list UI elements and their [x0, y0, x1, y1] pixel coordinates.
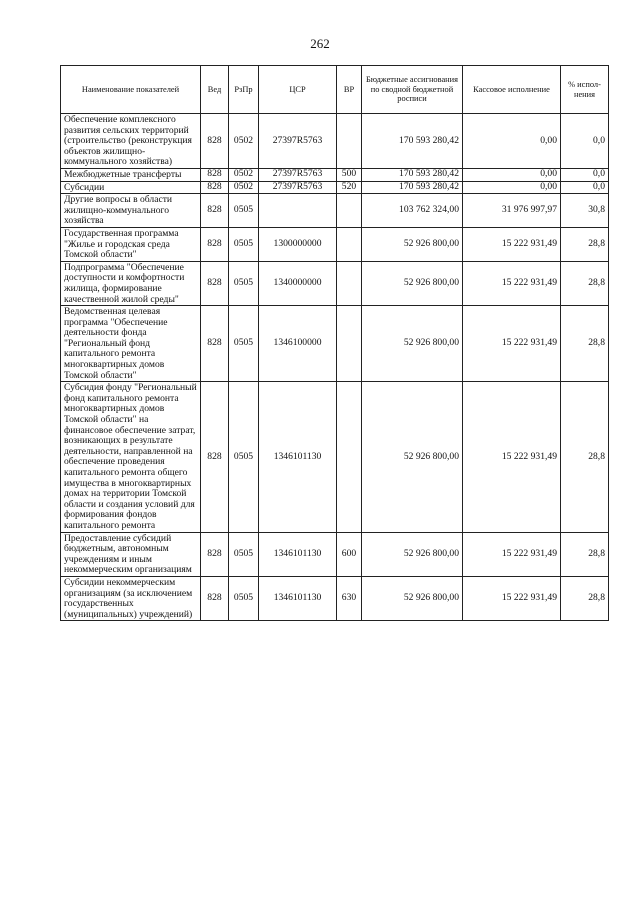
row-cash-execution: 31 976 997,97: [463, 194, 561, 228]
row-rzpr: 0502: [229, 114, 259, 169]
row-rzpr: 0502: [229, 181, 259, 194]
table-row: [61, 181, 609, 194]
row-vr: 500: [337, 168, 362, 181]
row-rzpr: 0505: [229, 532, 259, 576]
header-percent: % испол-нения: [561, 66, 609, 114]
table-row: [61, 114, 609, 169]
row-name: Государственная программа "Жилье и городская среда Томской области": [61, 227, 201, 261]
row-name: Субсидии: [61, 181, 201, 194]
row-vr: [337, 261, 362, 305]
row-percent: 0,0: [561, 168, 609, 181]
row-rzpr: 0505: [229, 576, 259, 620]
row-vr: [337, 227, 362, 261]
row-assignments: 52 926 800,00: [362, 261, 463, 305]
row-csr: 27397R5763: [259, 181, 337, 194]
row-cash-execution: 15 222 931,49: [463, 382, 561, 532]
row-ved: 828: [201, 261, 229, 305]
row-vr: [337, 194, 362, 228]
table-row: [61, 576, 609, 620]
row-ved: 828: [201, 114, 229, 169]
row-csr: 1346100000: [259, 306, 337, 382]
row-cash-execution: 0,00: [463, 114, 561, 169]
header-assignments: Бюджетные ассигнования по сводной бюджетной росписи: [362, 66, 463, 114]
table-row: [61, 168, 609, 181]
row-csr: 27397R5763: [259, 168, 337, 181]
row-rzpr: 0505: [229, 227, 259, 261]
row-ved: 828: [201, 194, 229, 228]
row-name: Другие вопросы в области жилищно-коммунального хозяйства: [61, 194, 201, 228]
row-percent: 0,0: [561, 181, 609, 194]
header-rzpr: РзПр: [229, 66, 259, 114]
row-percent: 28,8: [561, 576, 609, 620]
row-assignments: 170 593 280,42: [362, 168, 463, 181]
row-csr: 1346101130: [259, 532, 337, 576]
row-vr: [337, 306, 362, 382]
row-rzpr: 0505: [229, 306, 259, 382]
row-percent: 28,8: [561, 227, 609, 261]
row-cash-execution: 0,00: [463, 168, 561, 181]
row-rzpr: 0505: [229, 194, 259, 228]
row-cash-execution: 15 222 931,49: [463, 306, 561, 382]
header-name: Наименование показателей: [61, 66, 201, 114]
page-number: 262: [310, 36, 330, 51]
table-row: [61, 194, 609, 228]
row-vr: 630: [337, 576, 362, 620]
row-cash-execution: 0,00: [463, 181, 561, 194]
row-assignments: 170 593 280,42: [362, 181, 463, 194]
row-csr: [259, 194, 337, 228]
row-name: Субсидия фонду "Региональный фонд капитального ремонта многоквартирных домов Томской области" на финансовое обеспечение затрат, возникающих в результате деятельности, направленной на обеспечение проведения капитального ремонта общего имущества в многоквартирных домах на территории Томской области и создания условий для формирования фондов капитального ремонта: [61, 382, 201, 532]
row-percent: 0,0: [561, 114, 609, 169]
row-ved: 828: [201, 532, 229, 576]
row-vr: 520: [337, 181, 362, 194]
table-row: [61, 261, 609, 305]
row-csr: 1300000000: [259, 227, 337, 261]
table-row: [61, 227, 609, 261]
row-csr: 1340000000: [259, 261, 337, 305]
row-ved: 828: [201, 382, 229, 532]
row-cash-execution: 15 222 931,49: [463, 576, 561, 620]
table-header-row: [61, 66, 609, 114]
row-assignments: 52 926 800,00: [362, 576, 463, 620]
row-cash-execution: 15 222 931,49: [463, 261, 561, 305]
row-percent: 28,8: [561, 382, 609, 532]
row-cash-execution: 15 222 931,49: [463, 532, 561, 576]
row-percent: 28,8: [561, 261, 609, 305]
row-percent: 28,8: [561, 306, 609, 382]
table-row: [61, 306, 609, 382]
row-assignments: 52 926 800,00: [362, 532, 463, 576]
header-cash-execution: Кассовое исполнение: [463, 66, 561, 114]
row-ved: 828: [201, 168, 229, 181]
header-vr: ВР: [337, 66, 362, 114]
row-ved: 828: [201, 306, 229, 382]
row-name: Подпрограмма "Обеспечение доступности и комфортности жилища, формирование качественной жилой среды": [61, 261, 201, 305]
row-cash-execution: 15 222 931,49: [463, 227, 561, 261]
row-rzpr: 0505: [229, 382, 259, 532]
row-csr: 27397R5763: [259, 114, 337, 169]
row-vr: 600: [337, 532, 362, 576]
row-vr: [337, 114, 362, 169]
row-assignments: 52 926 800,00: [362, 227, 463, 261]
row-assignments: 170 593 280,42: [362, 114, 463, 169]
row-name: Субсидии некоммерческим организациям (за исключением государственных (муниципальных) учреждений): [61, 576, 201, 620]
row-ved: 828: [201, 181, 229, 194]
row-ved: 828: [201, 227, 229, 261]
header-csr: ЦСР: [259, 66, 337, 114]
row-rzpr: 0505: [229, 261, 259, 305]
row-assignments: 52 926 800,00: [362, 382, 463, 532]
row-ved: 828: [201, 576, 229, 620]
row-rzpr: 0502: [229, 168, 259, 181]
row-name: Межбюджетные трансферты: [61, 168, 201, 181]
table-row: [61, 382, 609, 532]
row-csr: 1346101130: [259, 576, 337, 620]
row-name: Обеспечение комплексного развития сельских территорий (строительство (реконструкция объектов жилищно-коммунального хозяйства): [61, 114, 201, 169]
budget-table: [60, 65, 609, 621]
row-name: Ведомственная целевая программа "Обеспечение деятельности фонда "Региональный фонд капитального ремонта многоквартирных домов Томской области": [61, 306, 201, 382]
row-vr: [337, 382, 362, 532]
row-name: Предоставление субсидий бюджетным, автономным учреждениям и иным некоммерческим организациям: [61, 532, 201, 576]
row-assignments: 52 926 800,00: [362, 306, 463, 382]
header-ved: Вед: [201, 66, 229, 114]
row-percent: 28,8: [561, 532, 609, 576]
row-percent: 30,8: [561, 194, 609, 228]
row-csr: 1346101130: [259, 382, 337, 532]
row-assignments: 103 762 324,00: [362, 194, 463, 228]
table-row: [61, 532, 609, 576]
